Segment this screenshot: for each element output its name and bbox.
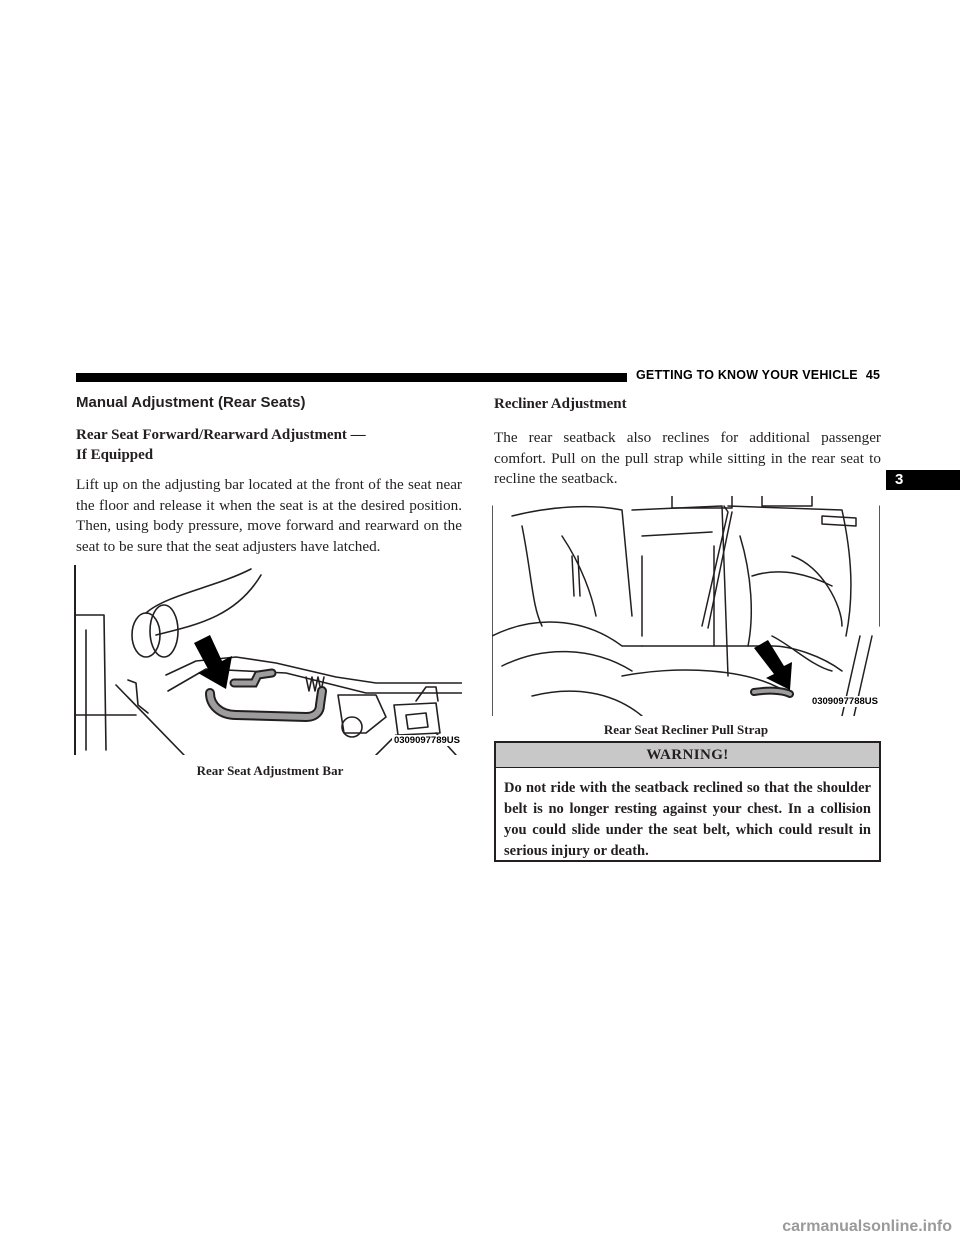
chapter-title: GETTING TO KNOW YOUR VEHICLE [636,368,858,382]
recliner-strap-figure [492,496,880,737]
recliner-paragraph: The rear seatback also reclines for additional passenger comfort. Pull on the pull strap while sitting in the rear seat to recline the seatback. [494,429,881,487]
header-rule [76,373,627,382]
left-column [76,394,462,778]
figure-code: 0309097788US [811,695,878,707]
adjustment-paragraph: Lift up on the adjusting bar located at the front of the seat near the floor and release it when the seat is at the desired position. Then, using body pressure, move forward and rearward on the seat to be sure that the seat adjusters have latched. [76,476,462,555]
adjustment-bar-figure [74,565,464,778]
section-title-manual-adjustment: Manual Adjustment (Rear Seats) [76,394,306,411]
section-title-recliner-adjustment: Recliner Adjustment [494,396,627,412]
subsection-title-line-2: If Equipped [76,447,154,463]
page-number: 45 [865,368,881,382]
warning-heading: WARNING! [496,743,879,768]
figure-caption: Rear Seat Adjustment Bar [196,763,344,778]
watermark: carmanualsonline.info [782,1218,952,1235]
figure-code: 0309097789US [393,735,460,746]
warning-text: Do not ride with the seatback reclined so that the shoulder belt is no longer resting against your chest. In a collision you could slide under the seat belt, which could result in serious injury or death. [504,780,871,859]
running-header [636,368,880,382]
subsection-title-forward-rearward [76,425,462,465]
warning-box [494,741,881,862]
recliner-strap-illustration [492,496,880,716]
subsection-title-line-1: Rear Seat Forward/Rearward Adjustment — [76,427,366,443]
right-column [494,394,881,737]
figure-caption: Rear Seat Recliner Pull Strap [603,721,769,737]
adjustment-bar-illustration [76,565,462,755]
chapter-tab: 3 [886,470,960,490]
